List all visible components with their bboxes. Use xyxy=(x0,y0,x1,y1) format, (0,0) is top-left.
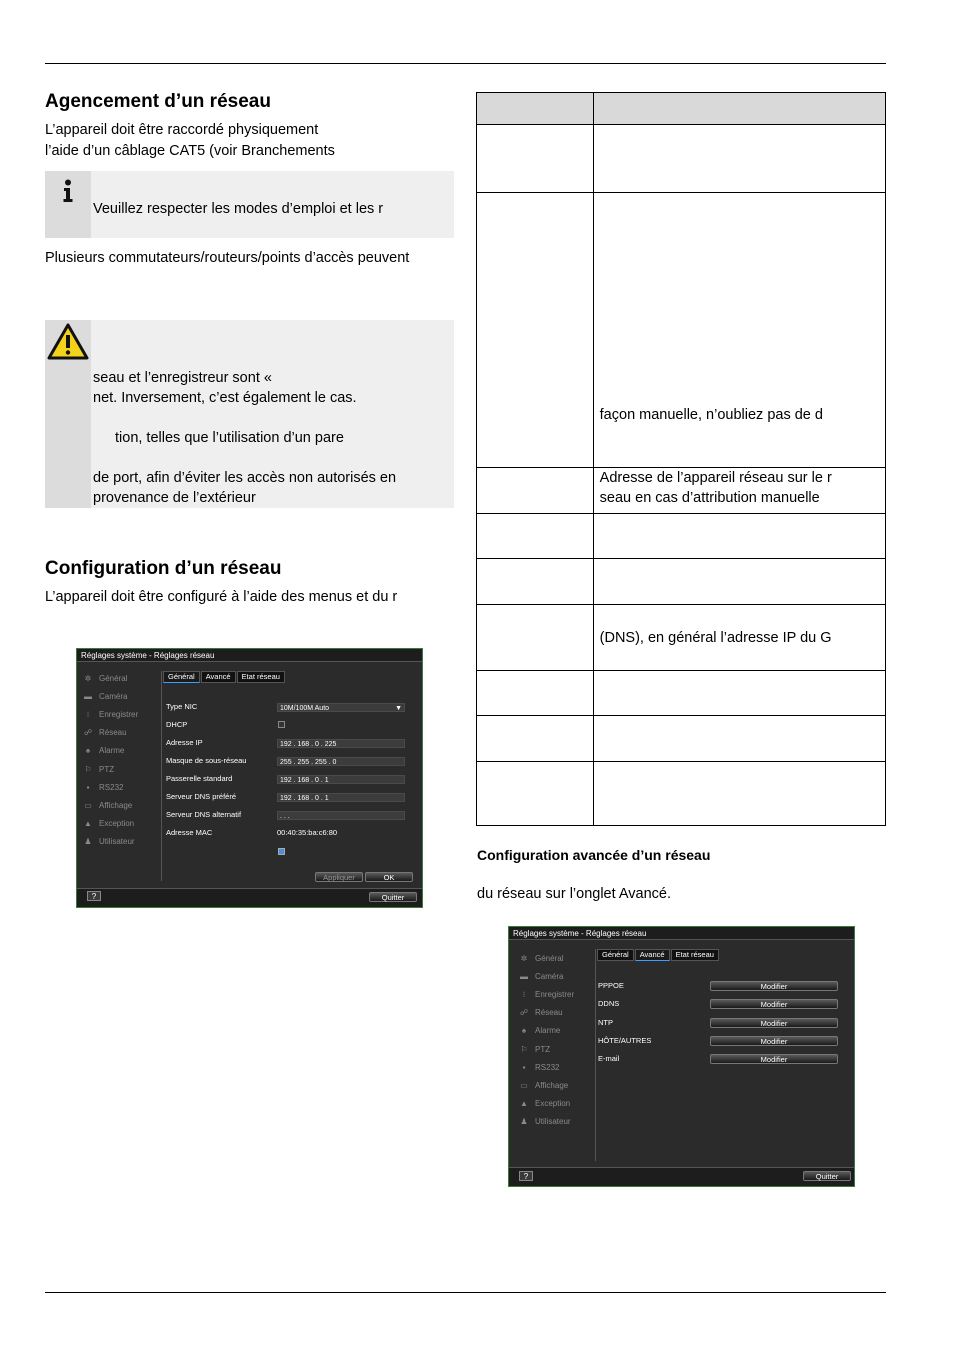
dvr-network-general-screen xyxy=(76,648,423,908)
warning-line: net. Inversement, c’est également le cas. xyxy=(93,390,357,406)
sidebar-item-rs232[interactable]: ▪ RS232 xyxy=(83,778,159,796)
nic-type-select[interactable]: 10M/100M Auto ▼ xyxy=(277,703,405,712)
tab-general[interactable]: Général xyxy=(163,671,200,683)
sidebar-item-user[interactable]: ♟ Utilisateur xyxy=(84,837,135,847)
quit-button[interactable]: Quitter xyxy=(803,1171,851,1181)
dvr-title: Réglages système - Réglages réseau xyxy=(513,929,647,938)
email-label: E-mail xyxy=(598,1054,620,1063)
apply-button[interactable]: Appliquer xyxy=(315,872,363,882)
sidebar-item-display[interactable]: ▭ Affichage xyxy=(520,1080,569,1090)
record-icon: ⁝ xyxy=(522,989,526,999)
ntp-modify-button[interactable]: Modifier xyxy=(710,1018,838,1028)
sidebar-item-exception[interactable]: ▲ Exception xyxy=(84,819,135,829)
warning-line: provenance de l’extérieur xyxy=(93,490,256,506)
ddns-label: DDNS xyxy=(598,999,620,1008)
sidebar-item-general[interactable]: ✲ Général xyxy=(520,953,564,963)
dns1-label: Serveur DNS préféré xyxy=(166,792,237,801)
tab-advanced[interactable]: Avancé xyxy=(635,949,670,961)
tab-advanced[interactable]: Avancé xyxy=(201,671,236,683)
warning-icon: ▲ xyxy=(84,819,92,829)
dvr-tabs xyxy=(597,949,720,961)
sidebar-item-record[interactable]: ⁝ Enregistrer xyxy=(83,705,159,723)
gear-icon: ✲ xyxy=(520,953,528,963)
user-icon: ♟ xyxy=(520,1117,528,1127)
nic-type-label: Type NIC xyxy=(166,702,198,711)
mac-label: Adresse MAC xyxy=(166,828,213,837)
table-cell-text: Adresse de l’appareil réseau sur le r xyxy=(599,470,832,486)
rs232-icon: ▪ xyxy=(522,1062,526,1072)
camera-icon: ▬ xyxy=(84,691,92,701)
sidebar-item-general[interactable]: ✲ Général xyxy=(84,673,128,683)
info-box xyxy=(45,171,454,238)
table-row xyxy=(477,559,886,605)
warning-line: de port, afin d’éviter les accès non autorisés en xyxy=(93,470,397,486)
mask-field[interactable]: 255 . 255 . 255 . 0 xyxy=(277,757,405,766)
table-cell-text: seau en cas d’attribution manuelle xyxy=(599,490,820,506)
tab-network-status[interactable]: Etat réseau xyxy=(671,949,719,961)
host-label: HÔTE/AUTRES xyxy=(598,1036,652,1045)
bell-icon: ♠ xyxy=(85,746,91,756)
sidebar-item-rs232[interactable]: ▪ RS232 xyxy=(519,1058,595,1076)
dns2-label: Serveur DNS alternatif xyxy=(166,810,242,819)
sidebar-item-network[interactable]: ☍ Réseau xyxy=(83,728,127,738)
sidebar-item-alarm[interactable]: ♠ Alarme xyxy=(519,1022,595,1040)
bottom-rule xyxy=(45,1292,886,1293)
dvr-tabs xyxy=(163,671,286,683)
warning-icon xyxy=(47,323,89,361)
help-button[interactable]: ? xyxy=(87,891,101,901)
tab-general[interactable]: Général xyxy=(597,949,634,961)
ok-button[interactable]: OK xyxy=(365,872,413,882)
ntp-label: NTP xyxy=(598,1018,613,1027)
heading-network-config: Configuration d’un réseau xyxy=(45,558,282,579)
mac-value: 00:40:35:ba:c6:80 xyxy=(277,828,338,837)
monitor-icon: ▭ xyxy=(84,800,92,810)
ddns-modify-button[interactable]: Modifier xyxy=(710,999,838,1009)
network-icon: ☍ xyxy=(519,1008,529,1018)
help-button[interactable]: ? xyxy=(519,1171,533,1181)
sidebar-item-network[interactable]: ☍ Réseau xyxy=(519,1008,563,1018)
info-icon xyxy=(62,179,74,203)
network-icon: ☍ xyxy=(83,728,93,738)
dns2-field[interactable]: . . . xyxy=(277,811,405,820)
quit-button[interactable]: Quitter xyxy=(369,892,417,902)
sidebar-item-ptz[interactable]: ⚐ PTZ xyxy=(84,764,115,774)
paragraph: L’appareil doit être configuré à l’aide des menus et du r xyxy=(45,589,398,605)
checkbox-checked[interactable] xyxy=(278,848,285,855)
top-rule xyxy=(45,63,886,64)
table-row xyxy=(477,605,886,671)
monitor-icon: ▭ xyxy=(520,1080,528,1090)
user-icon: ♟ xyxy=(84,837,92,847)
dns1-field[interactable]: 192 . 168 . 0 . 1 xyxy=(277,793,405,802)
chevron-down-icon: ▼ xyxy=(395,705,402,712)
dhcp-checkbox[interactable] xyxy=(278,721,285,728)
sidebar-item-alarm[interactable]: ♠ Alarme xyxy=(83,742,159,760)
warning-icon: ▲ xyxy=(520,1099,528,1109)
paragraph-line: L’appareil doit être raccordé physiquement xyxy=(45,122,319,138)
ip-field[interactable]: 192 . 168 . 0 . 225 xyxy=(277,739,405,748)
warning-line: tion, telles que l’utilisation d’un pare xyxy=(115,430,344,446)
sidebar-item-user[interactable]: ♟ Utilisateur xyxy=(520,1117,571,1127)
warning-line: seau et l’enregistreur sont « xyxy=(93,370,272,386)
dvr-title: Réglages système - Réglages réseau xyxy=(81,651,215,660)
gear-icon: ✲ xyxy=(84,673,92,683)
rs232-icon: ▪ xyxy=(86,782,90,792)
tab-network-status[interactable]: Etat réseau xyxy=(237,671,285,683)
ip-label: Adresse IP xyxy=(166,738,203,747)
table-row xyxy=(477,93,886,125)
table-row xyxy=(477,193,886,468)
sidebar-item-ptz[interactable]: ⚐ PTZ xyxy=(520,1044,551,1054)
pppoe-modify-button[interactable]: Modifier xyxy=(710,981,838,991)
table-cell-text: façon manuelle, n’oubliez pas de d xyxy=(599,407,823,423)
gateway-label: Passerelle standard xyxy=(166,774,233,783)
bell-icon: ♠ xyxy=(521,1026,527,1036)
mask-label: Masque de sous-réseau xyxy=(166,756,247,765)
heading-network-layout: Agencement d’un réseau xyxy=(45,91,271,112)
table-cell-text: (DNS), en général l’adresse IP du G xyxy=(599,629,832,646)
ptz-icon: ⚐ xyxy=(84,764,92,774)
host-modify-button[interactable]: Modifier xyxy=(710,1036,838,1046)
email-modify-button[interactable]: Modifier xyxy=(710,1054,838,1064)
table-row xyxy=(477,514,886,559)
gateway-field[interactable]: 192 . 168 . 0 . 1 xyxy=(277,775,405,784)
sidebar-item-record[interactable]: ⁝ Enregistrer xyxy=(519,985,595,1003)
sidebar-item-display[interactable]: ▭ Affichage xyxy=(84,800,133,810)
paragraph: du réseau sur l’onglet Avancé. xyxy=(477,886,672,902)
subheading-advanced: Configuration avancée d’un réseau xyxy=(477,847,711,863)
dhcp-label: DHCP xyxy=(166,720,188,729)
info-text: Veuillez respecter les modes d’emploi et les r xyxy=(93,201,384,217)
sidebar-item-exception[interactable]: ▲ Exception xyxy=(520,1099,571,1109)
camera-icon: ▬ xyxy=(520,971,528,981)
paragraph: Plusieurs commutateurs/routeurs/points d’accès peuvent xyxy=(45,250,410,266)
sidebar-item-camera[interactable]: ▬ Caméra xyxy=(520,971,564,981)
dvr-network-advanced-screen xyxy=(508,926,855,1187)
paragraph-line: l’aide d’un câblage CAT5 (voir Branchements xyxy=(45,143,335,159)
warning-box xyxy=(45,320,454,508)
record-icon: ⁝ xyxy=(86,709,90,719)
table-row xyxy=(477,671,886,716)
parameter-table xyxy=(476,92,886,826)
table-row xyxy=(477,762,886,826)
table-row xyxy=(477,716,886,762)
dvr-sidebar xyxy=(83,669,159,851)
sidebar-item-camera[interactable]: ▬ Caméra xyxy=(84,691,128,701)
ptz-icon: ⚐ xyxy=(520,1044,528,1054)
table-row xyxy=(477,125,886,193)
dvr-sidebar xyxy=(519,949,595,1131)
table-row xyxy=(477,468,886,514)
pppoe-label: PPPOE xyxy=(598,981,624,990)
